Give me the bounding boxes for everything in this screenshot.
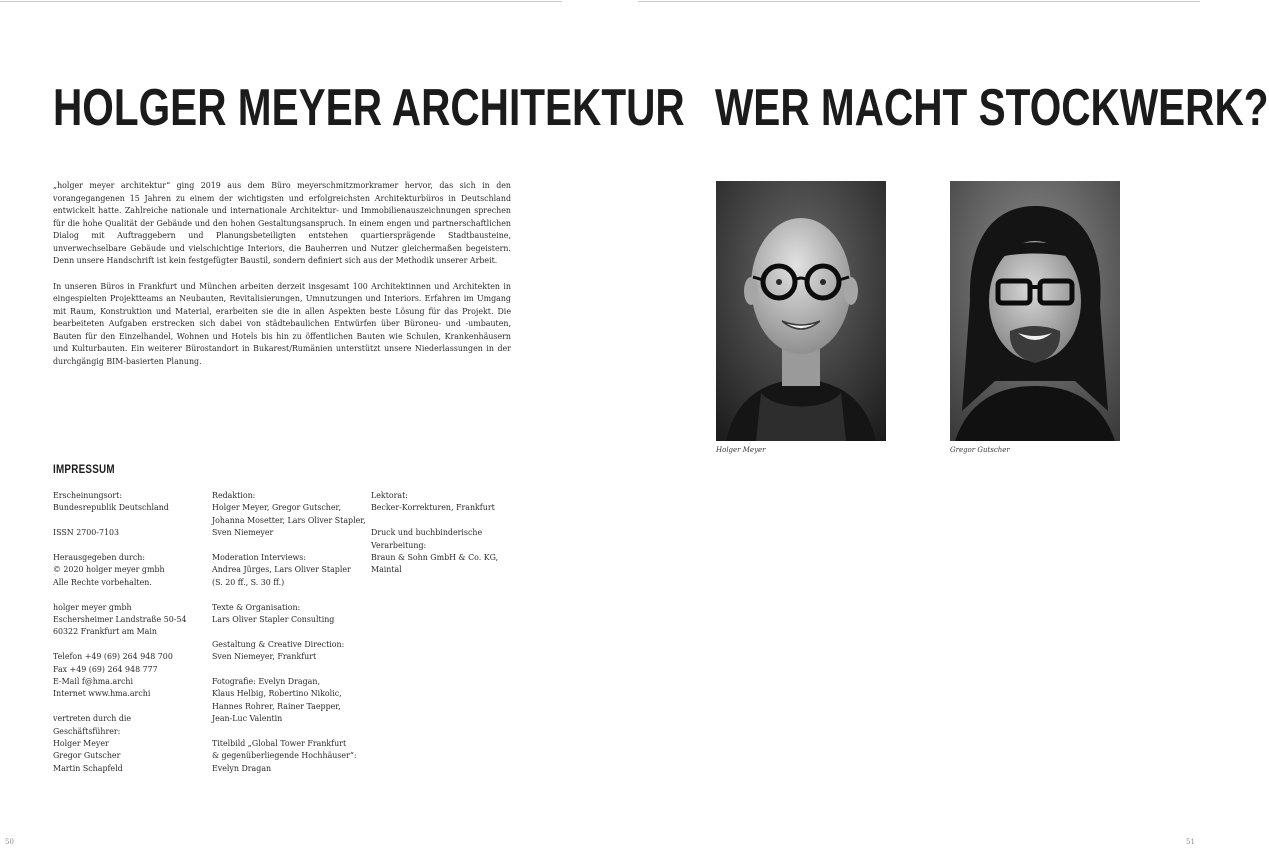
impressum-line: © 2020 holger meyer gmbh xyxy=(53,565,165,575)
page-number-left: 50 xyxy=(5,838,14,846)
impressum-line: Geschäftsführer: xyxy=(53,726,121,736)
impressum-line: Titelbild „Global Tower Frankfurt xyxy=(212,739,347,749)
impressum-block xyxy=(53,602,203,639)
impressum-block xyxy=(53,552,203,589)
impressum-line: Becker-Korrekturen, Frankfurt xyxy=(371,503,495,513)
page-number-right: 51 xyxy=(1186,838,1195,846)
top-rule-left xyxy=(0,1,562,2)
impressum-line: Holger Meyer xyxy=(53,739,109,749)
impressum-line: Alle Rechte vorbehalten. xyxy=(53,577,152,587)
impressum-line: (S. 20 ff., S. 30 ff.) xyxy=(212,577,285,587)
impressum-line: Sven Niemeyer xyxy=(212,528,274,538)
right-headline: WER MACHT STOCKWERK? xyxy=(715,79,1269,137)
portrait-photo-icon xyxy=(716,181,886,441)
impressum-line: ISSN 2700-7103 xyxy=(53,528,120,538)
left-headline: HOLGER MEYER ARCHITEKTUR xyxy=(53,79,685,137)
impressum-line: Lars Oliver Stapler Consulting xyxy=(212,615,335,625)
impressum-line: holger meyer gmbh xyxy=(53,602,132,612)
impressum-title: IMPRESSUM xyxy=(53,462,115,476)
portrait-caption-1: Holger Meyer xyxy=(716,446,766,454)
impressum-line: Sven Niemeyer, Frankfurt xyxy=(212,652,317,662)
intro-paragraph-2: In unseren Büros in Frankfurt und München arbeiten derzeit insgesamt 100 Architektinnen und Architekten in eingespielten Projektteams an Neubauten, Revitalisierungen, Umnutzungen und Interiors. Erfahren im Umgang mit Raum, Konstruktion und Material, erarbeiten sie die in allen Aspekten beste Lösung für das Projekt. Die bearbeiteten Aufgaben erstrecken sich dabei von städtebaulichen Entwürfen über Büroneu- und -umbauten, Bauten für den Einzelhandel, Wohnen und Hotels bis hin zu öffentlichen Bauten wie Schulen, Krankenhäusern und Kulturbauten. Ein weiterer Bürostandort in Bukarest/Rumänien unterstützt unsere Niederlassungen in der durchgängig BIM-basierten Planung. xyxy=(53,281,511,366)
impressum-line: Maintal xyxy=(371,565,402,575)
impressum-line: E-Mail f@hma.archi xyxy=(53,677,134,687)
impressum-block xyxy=(212,602,362,627)
impressum-line: Gregor Gutscher xyxy=(53,751,121,761)
impressum-block xyxy=(212,738,362,775)
impressum-line: Braun & Sohn GmbH & Co. KG, xyxy=(371,553,499,563)
impressum-line: Redaktion: xyxy=(212,491,256,500)
impressum-line: Holger Meyer, Gregor Gutscher, xyxy=(212,503,341,513)
impressum-block xyxy=(212,676,362,726)
impressum-line: Martin Schapfeld xyxy=(53,763,123,773)
impressum-block xyxy=(371,490,521,515)
intro-paragraph-1: „holger meyer architektur“ ging 2019 aus dem Büro meyerschmitzmorkramer hervor, das sich in den vorangegangenen 15 Jahren zu einem der wichtigsten und erfolgreichsten Architekturbüros in Deutschland entwickelt hatte. Zahlreiche nationale und internationale Architektur- und Immobilienauszeichnungen sprechen für die hohe Qualität der Gebäude und den hohen Gestaltungsanspruch. In einem engen und partnerschaftlichen Dialog mit Auftraggebern und Planungsbeteiligten entstehen quartiersprägende Stadtbausteine, unverwechselbare Gebäude und vielschichtige Interiors, die Bauherren und Nutzer gleichermaßen begeistern. Denn unsere Handschrift ist kein festgefügter Baustil, sondern definiert sich aus der Methodik unserer Arbeit. xyxy=(53,181,511,265)
impressum-line: Gestaltung & Creative Direction: xyxy=(212,639,345,649)
impressum-line: Lektorat: xyxy=(371,491,408,500)
impressum-line: Herausgegeben durch: xyxy=(53,553,145,562)
impressum-column-1 xyxy=(53,490,203,788)
impressum-block xyxy=(53,651,203,701)
impressum-block xyxy=(53,490,203,515)
impressum-line: Klaus Helbig, Robertino Nikolic, xyxy=(212,689,342,699)
impressum-block xyxy=(53,527,203,539)
impressum-line: Internet www.hma.archi xyxy=(53,689,151,699)
portrait-caption-2: Gregor Gutscher xyxy=(950,446,1010,454)
impressum-line: Bundesrepublik Deutschland xyxy=(53,503,169,513)
impressum-line: Fax +49 (69) 264 948 777 xyxy=(53,664,158,674)
impressum-line: Andrea Jürges, Lars Oliver Stapler xyxy=(212,565,351,575)
impressum-column-3 xyxy=(371,490,521,589)
impressum-line: Erscheinungsort: xyxy=(53,491,122,500)
impressum-line: Verarbeitung: xyxy=(371,540,427,550)
impressum-line: & gegenüberliegende Hochhäuser“: xyxy=(212,751,357,761)
intro-text xyxy=(53,180,511,381)
impressum-line: Eschersheimer Landstraße 50-54 xyxy=(53,615,187,625)
impressum-line: Fotografie: Evelyn Dragan, xyxy=(212,677,320,687)
impressum-line: 60322 Frankfurt am Main xyxy=(53,627,157,637)
impressum-line: Telefon +49 (69) 264 948 700 xyxy=(53,652,173,662)
impressum-line: Evelyn Dragan xyxy=(212,763,272,773)
portrait-photo-icon xyxy=(950,181,1120,441)
impressum-block xyxy=(53,713,203,775)
top-rule-right xyxy=(638,1,1200,2)
impressum-line: Moderation Interviews: xyxy=(212,553,306,563)
impressum-line: Jean-Luc Valentin xyxy=(212,714,283,724)
portrait-holger-meyer xyxy=(716,181,886,441)
impressum-block xyxy=(212,490,366,540)
impressum-line: vertreten durch die xyxy=(53,714,132,724)
portrait-gregor-gutscher xyxy=(950,181,1120,441)
impressum-block xyxy=(212,552,362,589)
impressum-line: Texte & Organisation: xyxy=(212,602,301,612)
impressum-column-2 xyxy=(212,490,366,788)
impressum-block xyxy=(371,527,521,577)
impressum-line: Johanna Mosetter, Lars Oliver Stapler, xyxy=(212,515,366,525)
impressum-line: Hannes Rohrer, Rainer Taepper, xyxy=(212,701,341,711)
impressum-block xyxy=(212,639,362,664)
impressum-line: Druck und buchbinderische xyxy=(371,528,483,538)
